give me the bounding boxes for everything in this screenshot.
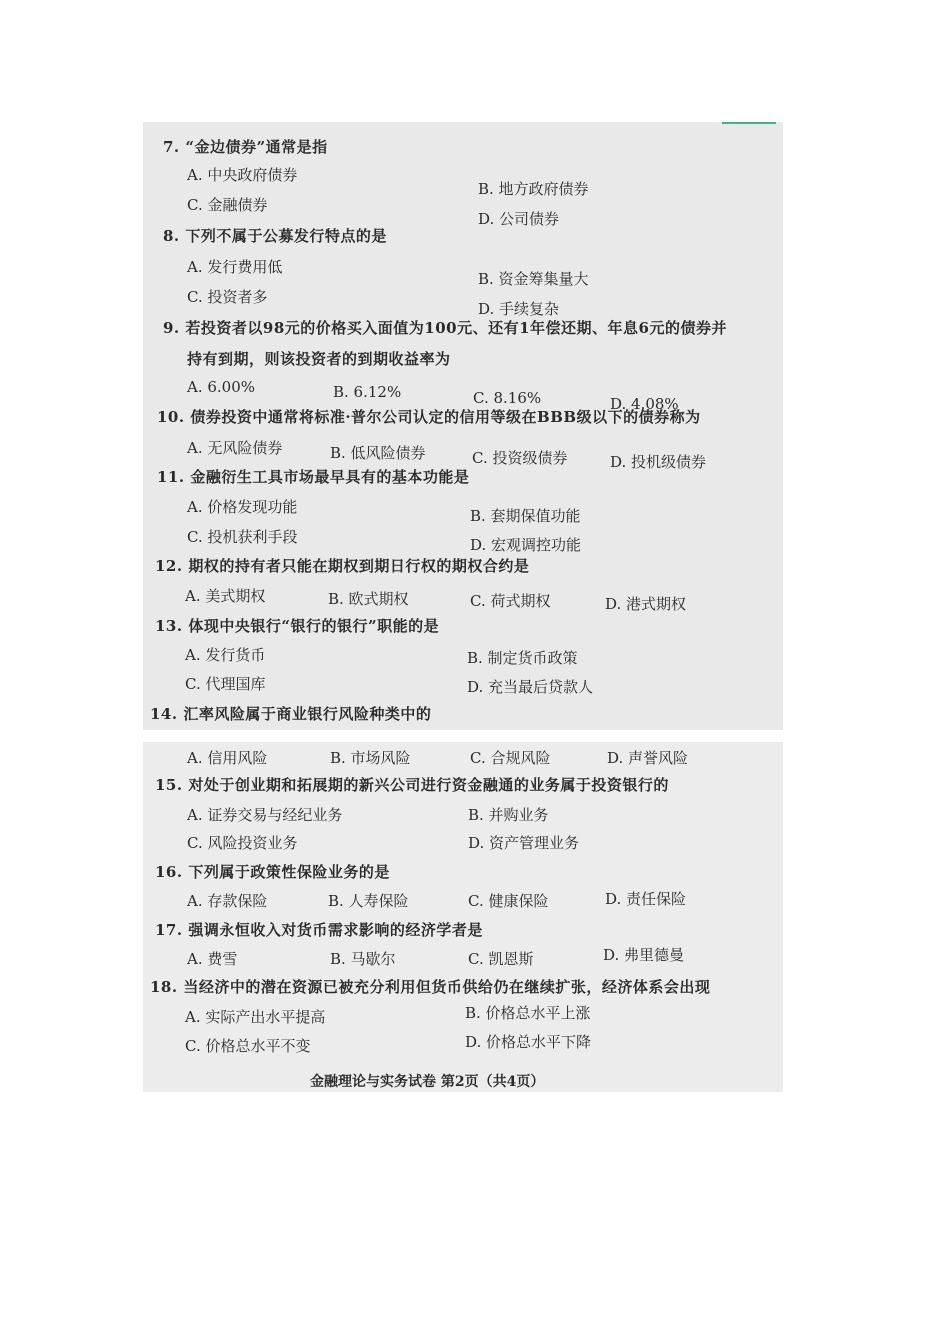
- question-15: 15. 对处于创业期和拓展期的新兴公司进行资金融通的业务属于投资银行的: [155, 776, 669, 794]
- option-14d: D. 声誉风险: [607, 749, 689, 767]
- option-17d: D. 弗里德曼: [603, 946, 685, 964]
- option-15a: A. 证券交易与经纪业务: [187, 806, 343, 824]
- option-16c: C. 健康保险: [468, 892, 549, 910]
- option-7a: A. 中央政府债券: [187, 166, 298, 184]
- option-8b: B. 资金筹集量大: [478, 270, 589, 288]
- question-17: 17. 强调永恒收入对货币需求影响的经济学者是: [155, 921, 483, 939]
- option-7d: D. 公司债券: [478, 210, 560, 228]
- question-7: 7. “金边债券”通常是指: [163, 138, 328, 156]
- option-9d: D. 4.08%: [610, 395, 679, 413]
- option-17c: C. 凯恩斯: [468, 950, 534, 968]
- question-16: 16. 下列属于政策性保险业务的是: [155, 863, 390, 881]
- question-10: 10. 债券投资中通常将标准·普尔公司认定的信用等级在BBB级以下的债券称为: [157, 408, 701, 426]
- question-9: 9. 若投资者以98元的价格买入面值为100元、还有1年偿还期、年息6元的债券并: [163, 319, 727, 337]
- option-16d: D. 责任保险: [605, 890, 687, 908]
- question-8: 8. 下列不属于公募发行特点的是: [163, 227, 387, 245]
- option-17b: B. 马歇尔: [330, 950, 396, 968]
- option-12a: A. 美式期权: [185, 587, 266, 605]
- option-12c: C. 荷式期权: [470, 592, 551, 610]
- option-13d: D. 充当最后贷款人: [467, 678, 594, 696]
- question-14: 14. 汇率风险属于商业银行风险种类中的: [150, 705, 432, 723]
- option-7c: C. 金融债券: [187, 196, 268, 214]
- page-footer: 金融理论与实务试卷 第2页（共4页）: [310, 1074, 545, 1090]
- question-18: 18. 当经济中的潜在资源已被充分利用但货币供给仍在继续扩张，经济体系会出现: [150, 978, 711, 996]
- option-7b: B. 地方政府债券: [478, 180, 589, 198]
- option-11c: C. 投机获利手段: [187, 528, 298, 546]
- question-11: 11. 金融衍生工具市场最早具有的基本功能是: [157, 468, 470, 486]
- option-16a: A. 存款保险: [187, 892, 268, 910]
- option-9c: C. 8.16%: [473, 389, 542, 407]
- option-8a: A. 发行费用低: [187, 258, 283, 276]
- option-12d: D. 港式期权: [605, 595, 687, 613]
- option-12b: B. 欧式期权: [328, 590, 409, 608]
- option-10a: A. 无风险债券: [187, 439, 283, 457]
- option-13c: C. 代理国库: [185, 675, 266, 693]
- question-13: 13. 体现中央银行“银行的银行”职能的是: [155, 617, 440, 635]
- option-18c: C. 价格总水平不变: [185, 1037, 311, 1055]
- option-9b: B. 6.12%: [333, 383, 402, 401]
- option-11a: A. 价格发现功能: [187, 498, 298, 516]
- option-9a: A. 6.00%: [187, 378, 256, 396]
- option-16b: B. 人寿保险: [328, 892, 409, 910]
- option-11b: B. 套期保值功能: [470, 507, 581, 525]
- question-9-line2: 持有到期，则该投资者的到期收益率为: [187, 350, 451, 368]
- option-8c: C. 投资者多: [187, 288, 268, 306]
- option-14c: C. 合规风险: [470, 749, 551, 767]
- option-15c: C. 风险投资业务: [187, 834, 298, 852]
- option-14b: B. 市场风险: [330, 749, 411, 767]
- option-10b: B. 低风险债券: [330, 444, 426, 462]
- option-8d: D. 手续复杂: [478, 300, 560, 318]
- option-18d: D. 价格总水平下降: [465, 1033, 592, 1051]
- option-13b: B. 制定货币政策: [467, 649, 578, 667]
- option-17a: A. 费雪: [187, 950, 238, 968]
- option-15b: B. 并购业务: [468, 806, 549, 824]
- option-10d: D. 投机级债券: [610, 453, 707, 471]
- option-10c: C. 投资级债券: [472, 449, 568, 467]
- option-14a: A. 信用风险: [187, 749, 268, 767]
- option-18b: B. 价格总水平上涨: [465, 1004, 591, 1022]
- option-15d: D. 资产管理业务: [468, 834, 580, 852]
- option-13a: A. 发行货币: [185, 646, 266, 664]
- accent-line: [722, 122, 776, 124]
- option-18a: A. 实际产出水平提高: [185, 1008, 326, 1026]
- question-12: 12. 期权的持有者只能在期权到期日行权的期权合约是: [155, 557, 530, 575]
- option-11d: D. 宏观调控功能: [470, 536, 582, 554]
